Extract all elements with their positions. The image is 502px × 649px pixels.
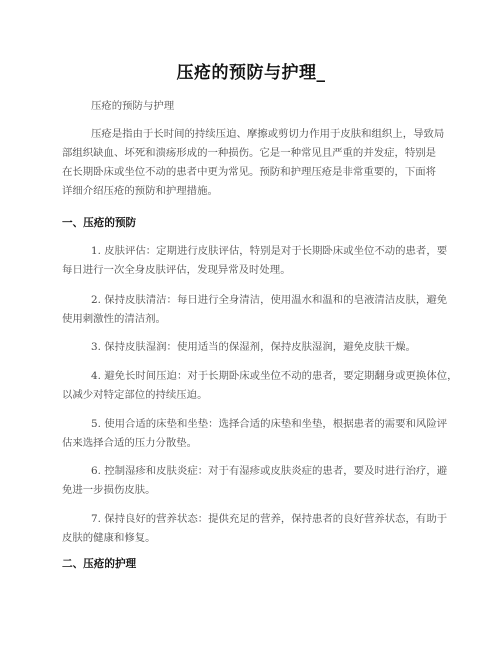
item-line: 6. 控制湿疹和皮肤炎症：对于有湿疹或皮肤炎症的患者，要及时进行治疗，避 (91, 465, 448, 477)
prevention-item-1 (62, 242, 448, 280)
item-line: 估来选择合适的压力分散垫。 (62, 437, 198, 449)
intro-paragraph (62, 125, 445, 201)
item-line: 2. 保持皮肤清洁：每日进行全身清洁，使用温水和温和的皂液清洁皮肤，避免 (91, 294, 448, 306)
prevention-item-7 (62, 510, 448, 548)
prevention-item-4 (62, 367, 458, 405)
item-line: 皮肤的健康和修复。 (62, 532, 156, 544)
document-title: 压疮的预防与护理_ (176, 63, 326, 83)
document-subtitle: 压疮的预防与护理 (91, 100, 175, 112)
intro-line: 部组织缺血、坏死和溃疡形成的一种损伤。它是一种常见且严重的并发症，特别是 (62, 147, 437, 159)
prevention-item-5 (62, 415, 448, 453)
item-line: 以减少对特定部位的持续压迫。 (62, 389, 208, 401)
item-line: 免进一步损伤皮肤。 (62, 484, 156, 496)
prevention-item-6 (62, 462, 448, 500)
intro-line: 在长期卧床或坐位不动的患者中更为常见。预防和护理压疮是非常重要的，下面将 (62, 166, 437, 178)
section-heading-prevention: 一、压疮的预防 (62, 217, 137, 229)
intro-line: 详细介绍压疮的预防和护理措施。 (62, 185, 218, 197)
item-line: 7. 保持良好的营养状态：提供充足的营养，保持患者的良好营养状态，有助于 (91, 513, 448, 525)
item-line: 5. 使用合适的床垫和坐垫：选择合适的床垫和坐垫，根据患者的需要和风险评 (91, 418, 448, 430)
item-line: 1. 皮肤评估：定期进行皮肤评估，特别是对于长期卧床或坐位不动的患者，要 (91, 245, 448, 257)
item-line: 4. 避免长时间压迫：对于长期卧床或坐位不动的患者，要定期翻身或更换体位， (91, 370, 458, 382)
intro-line: 压疮是指由于长时间的持续压迫、摩擦或剪切力作用于皮肤和组织上，导致局 (91, 128, 445, 140)
prevention-item-3 (62, 338, 442, 357)
prevention-item-2 (62, 291, 448, 329)
item-line: 3. 保持皮肤湿润：使用适当的保湿剂，保持皮肤湿润，避免皮肤干燥。 (91, 341, 416, 353)
item-line: 每日进行一次全身皮肤评估，发现异常及时处理。 (62, 264, 291, 276)
section-heading-care: 二、压疮的护理 (62, 558, 137, 570)
item-line: 使用刺激性的清洁剂。 (62, 313, 166, 325)
